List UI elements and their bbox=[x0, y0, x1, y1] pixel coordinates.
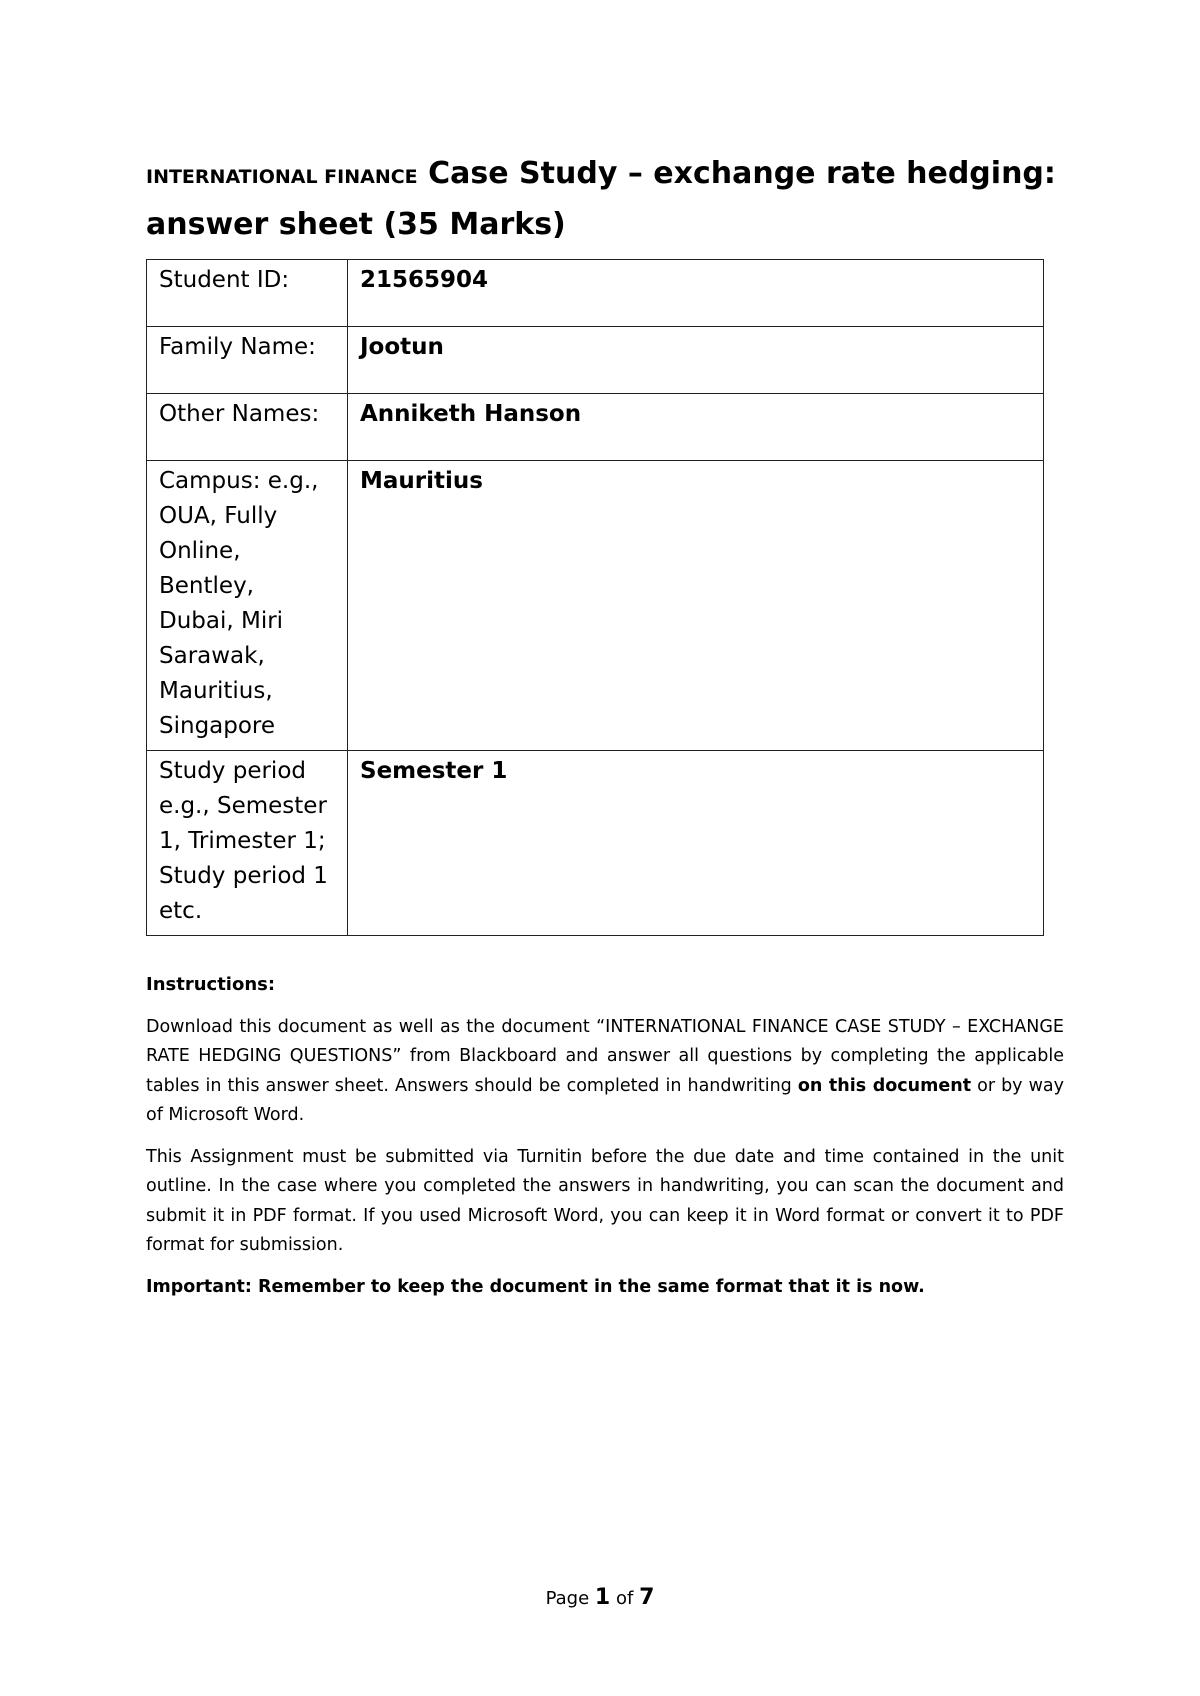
instructions-section bbox=[146, 970, 1064, 1314]
row-value: Mauritius bbox=[348, 461, 1044, 751]
title-line1-rest: Case Study – exchange rate hedging: bbox=[428, 156, 1056, 191]
page-total: 7 bbox=[639, 1585, 655, 1610]
instructions-paragraph-2: This Assignment must be submitted via Turnitin before the due date and time contained in the unit outline. In the case where you completed the answers in handwriting, you can scan the document and submit it in PDF format. If you used Microsoft Word, you can keep it in Word format or convert it to PDF format for submission. bbox=[146, 1146, 1064, 1255]
para1-start: Download this document as well as the document “INTERNATIONAL FINANCE CASE STUDY – EXCHANGE RATE HEDGING QUESTIONS” from Blackboard and answer all questions by completing the applicable tables in this answer sheet. Answers should be completed in handwriting bbox=[146, 1016, 1064, 1096]
table-row bbox=[147, 394, 1044, 461]
page-number: 1 bbox=[594, 1585, 611, 1610]
row-value: 21565904 bbox=[348, 260, 1044, 327]
page-footer bbox=[0, 1585, 1200, 1610]
table-row bbox=[147, 327, 1044, 394]
important-note: Important: Remember to keep the document in the same format that it is now. bbox=[146, 1276, 925, 1297]
table-row bbox=[147, 461, 1044, 751]
title-line-1 bbox=[146, 150, 1106, 201]
row-value: Jootun bbox=[348, 327, 1044, 394]
student-info-table bbox=[146, 259, 1044, 936]
table-row bbox=[147, 260, 1044, 327]
document-title bbox=[146, 150, 1106, 249]
row-label: Study period e.g., Semester 1, Trimester 1; Study period 1 etc. bbox=[147, 751, 348, 936]
row-value: Semester 1 bbox=[348, 751, 1044, 936]
row-label: Other Names: bbox=[147, 394, 348, 461]
title-line-2: answer sheet (35 Marks) bbox=[146, 207, 566, 242]
instructions-paragraph-1 bbox=[146, 1013, 1064, 1131]
row-label: Campus: e.g., OUA, Fully Online, Bentley, Dubai, Miri Sarawak, Mauritius, Singapore bbox=[147, 461, 348, 751]
title-prefix: INTERNATIONAL FINANCE bbox=[146, 166, 418, 188]
table-row bbox=[147, 751, 1044, 936]
para1-end: or by way of Microsoft Word. bbox=[146, 1075, 1064, 1125]
row-label: Student ID: bbox=[147, 260, 348, 327]
row-label: Family Name: bbox=[147, 327, 348, 394]
para1-bold: on this document bbox=[797, 1075, 972, 1096]
of-word: of bbox=[615, 1588, 634, 1609]
page-word: Page bbox=[545, 1588, 590, 1609]
instructions-heading: Instructions: bbox=[146, 974, 276, 995]
row-value: Anniketh Hanson bbox=[348, 394, 1044, 461]
